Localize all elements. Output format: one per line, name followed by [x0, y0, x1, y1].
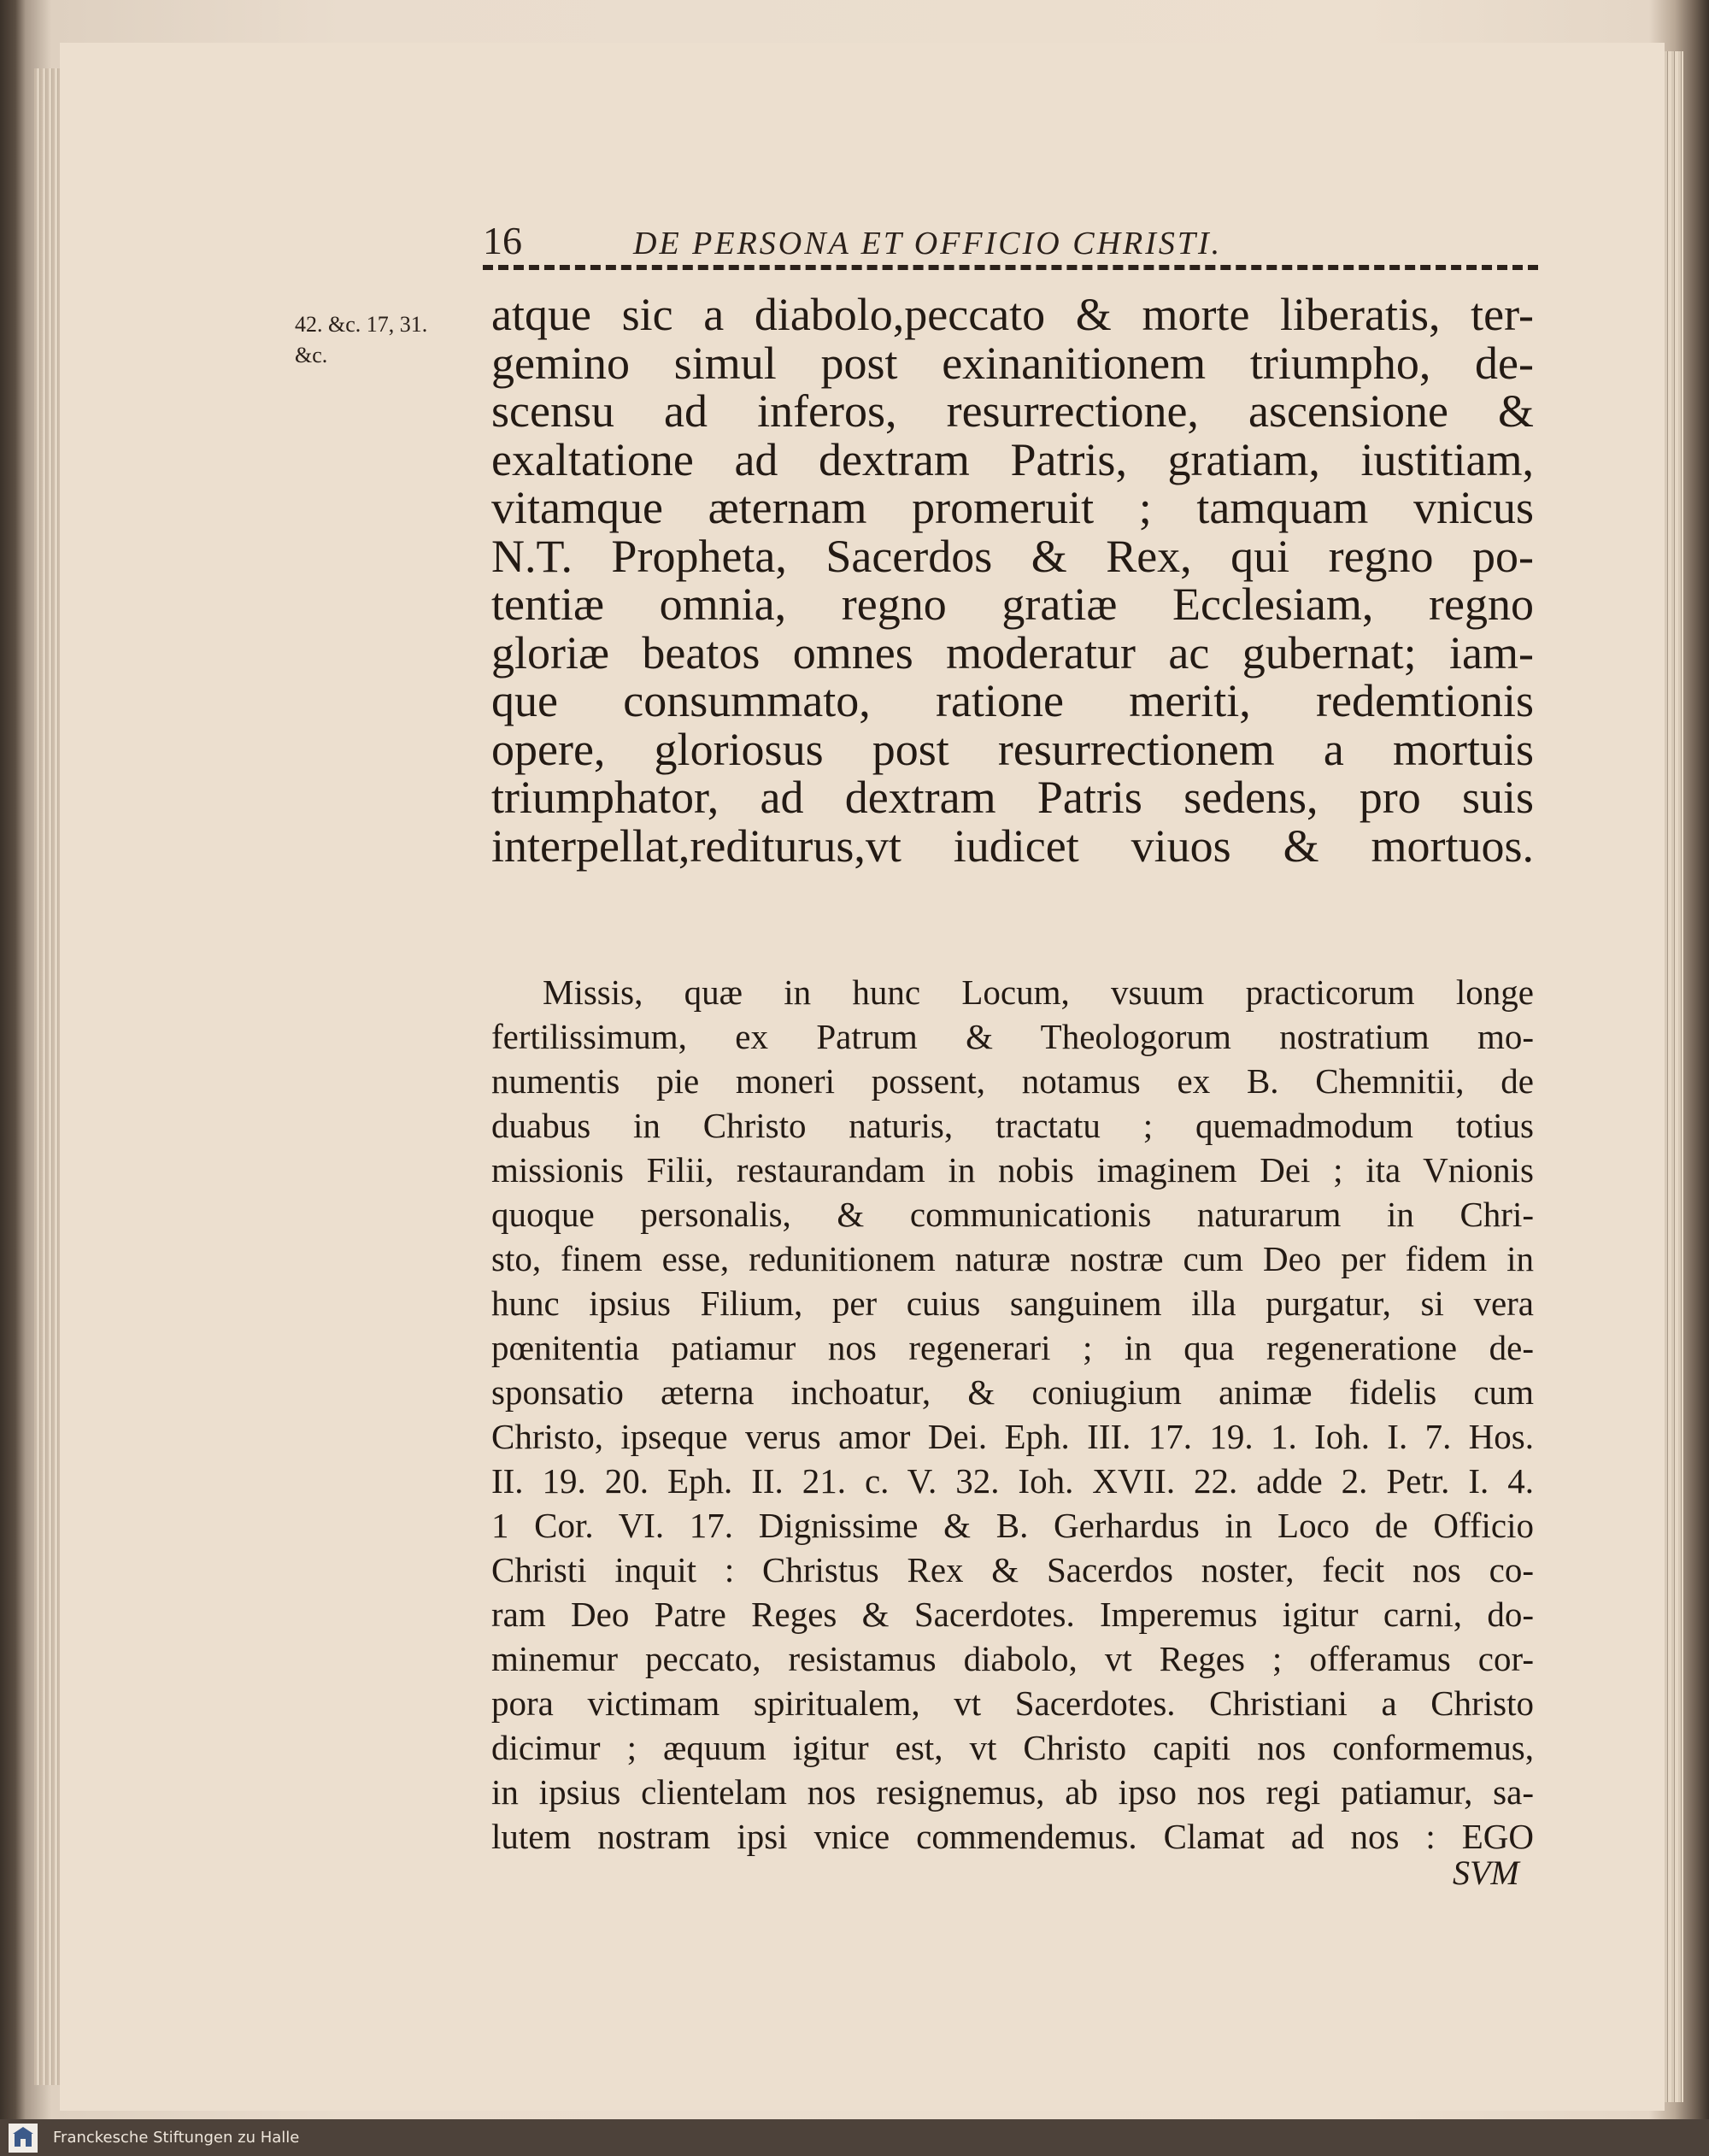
text-line: II. 19. 20. Eph. II. 21. c. V. 32. Ioh. XVII. 22. adde 2. Petr. I. 4. — [491, 1461, 1534, 1501]
main-paragraph — [491, 291, 1534, 870]
text-line: pora victimam spiritualem, vt Sacerdotes. Christiani a Christo — [491, 1683, 1534, 1723]
catchword: SVM — [1453, 1853, 1519, 1892]
text-line: sponsatio æterna inchoatur, & coniugium animæ fidelis cum — [491, 1372, 1534, 1412]
left-page-edges — [34, 68, 60, 2085]
text-line: Christo, ipseque verus amor Dei. Eph. III. 17. 19. 1. Ioh. I. 7. Hos. — [491, 1417, 1534, 1456]
marginal-note — [295, 309, 474, 371]
marginal-note-line: 42. &c. 17, 31. — [295, 312, 428, 337]
text-line: exaltatione ad dextram Patris, gratiam, iustitiam, — [491, 433, 1534, 485]
text-line: dicimur ; æquum igitur est, vt Christo capiti nos conformemus, — [491, 1728, 1534, 1767]
head-rule — [483, 265, 1538, 270]
text-line: tentiæ omnia, regno gratiæ Ecclesiam, regno — [491, 579, 1534, 630]
right-page-edges — [1665, 51, 1683, 2102]
text-line: triumphator, ad dextram Patris sedens, pro suis — [491, 772, 1534, 823]
foundation-logo-icon[interactable] — [9, 2124, 38, 2153]
text-line: atque sic a diabolo,peccato & morte liberatis, ter- — [491, 289, 1534, 340]
text-line: interpellat,rediturus,vt iudicet viuos & mortuos. — [491, 820, 1534, 872]
text-line: fertilissimum, ex Patrum & Theologorum nostratium mo- — [491, 1017, 1534, 1056]
marginal-note-line: &c. — [295, 343, 328, 367]
text-line: Christi inquit : Christus Rex & Sacerdos noster, fecit nos co- — [491, 1550, 1534, 1589]
text-line: scensu ad inferos, resurrectione, ascensione & — [491, 385, 1534, 437]
text-line: Missis, quæ in hunc Locum, vsuum practicorum longe — [543, 972, 1534, 1012]
commentary-paragraph — [491, 970, 1534, 1859]
text-line: vitamque æternam promeruit ; tamquam vnicus — [491, 482, 1534, 533]
running-head — [483, 218, 1542, 269]
text-line: missionis Filii, restaurandam in nobis imaginem Dei ; ita Vnionis — [491, 1150, 1534, 1190]
running-head-title: DE PERSONA ET OFFICIO CHRISTI. — [633, 226, 1223, 261]
viewer-footer — [0, 2119, 1709, 2156]
text-line: ram Deo Patre Reges & Sacerdotes. Imperemus igitur carni, do- — [491, 1595, 1534, 1634]
page-number: 16 — [483, 219, 522, 262]
text-line: in ipsius clientelam nos resignemus, ab ipso nos regi patiamur, sa- — [491, 1772, 1534, 1812]
institution-name[interactable]: Franckesche Stiftungen zu Halle — [53, 2129, 300, 2147]
text-line: N.T. Propheta, Sacerdos & Rex, qui regno po- — [491, 530, 1534, 582]
text-line: numentis pie moneri possent, notamus ex B. Chemnitii, de — [491, 1061, 1534, 1101]
text-line: lutem nostram ipsi vnice commendemus. Clamat ad nos : EGO — [491, 1817, 1534, 1856]
text-line: gemino simul post exinanitionem triumpho, de- — [491, 337, 1534, 389]
text-line: minemur peccato, resistamus diabolo, vt Reges ; offeramus cor- — [491, 1639, 1534, 1678]
text-line: que consummato, ratione meriti, redemtionis — [491, 675, 1534, 726]
text-line: 1 Cor. VI. 17. Dignissime & B. Gerhardus in Loco de Officio — [491, 1506, 1534, 1545]
text-line: quoque personalis, & communicationis naturarum in Chri- — [491, 1195, 1534, 1234]
text-line: gloriæ beatos omnes moderatur ac gubernat; iam- — [491, 626, 1534, 679]
text-line: duabus in Christo naturis, tractatu ; quemadmodum totius — [491, 1106, 1534, 1145]
text-line: opere, gloriosus post resurrectionem a mortuis — [491, 723, 1534, 775]
text-line: hunc ipsius Filium, per cuius sanguinem illa purgatur, si vera — [491, 1284, 1534, 1323]
text-line: sto, finem esse, redunitionem naturæ nostræ cum Deo per fidem in — [491, 1239, 1534, 1278]
text-line: pœnitentia patiamur nos regenerari ; in qua regeneratione de- — [491, 1328, 1534, 1367]
